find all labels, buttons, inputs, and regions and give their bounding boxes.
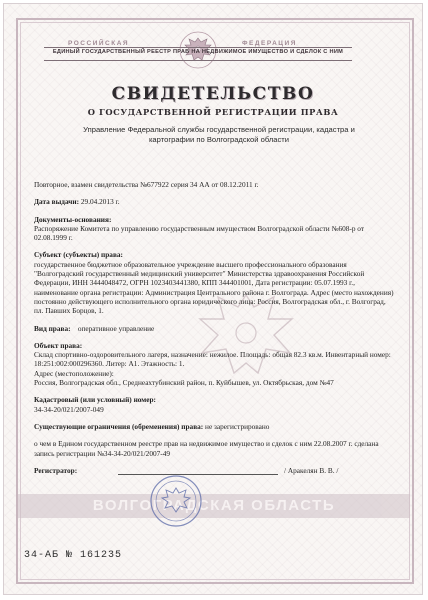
record-note: о чем в Едином государственном реестре прав на недвижимое имущество и сделок с ним 22.08.2007 г. сделана запись регистрации №34-34-20/021/2007-49	[34, 439, 379, 458]
region-band	[18, 494, 410, 518]
banner-right: ФЕДЕРАЦИЯ	[242, 40, 297, 47]
certificate-body	[34, 180, 394, 475]
issuing-authority: Управление Федеральной службы государственной регистрации, кадастра и картографии по Волгоградской области	[83, 125, 355, 144]
subject-value: государственное бюджетное образовательное учреждение высшего профессионального образования "Волгоградский государственный медицинский университет" Министерства здравоохранения Российской Федерации, ИНН 3444048472, ОГРН 1023403441380, КПП 344401001, Дата регистрации: 05.07.1993 г., наименование органа регистрации: Администрация Центрального района г. Волгограда. Адрес (место нахождения) постоянно действующего исполнительного органа юридического лица: Россия, Волгоградская обл., г. Волгоград, пл. Павших Борцов, 1.	[34, 259, 394, 316]
right-type-row	[34, 324, 394, 333]
registrar-name: / Аракелян В. В. /	[284, 465, 339, 475]
region-band-text: ВОЛГОГРАДСКАЯ ОБЛАСТЬ	[92, 497, 336, 514]
cadastral-label: Кадастровый (или условный) номер:	[34, 395, 156, 405]
encumbrance-value: не зарегистрировано	[205, 421, 270, 431]
grounds-label: Документы-основания:	[34, 214, 112, 224]
official-seal-icon	[149, 474, 203, 528]
document-subtitle: О ГОСУДАРСТВЕННОЙ РЕГИСТРАЦИИ ПРАВА	[87, 107, 339, 117]
certificate-sheet	[3, 3, 423, 595]
right-type-label: Вид права:	[34, 323, 71, 333]
banner-left: РОССИЙСКАЯ	[68, 40, 130, 47]
object-value: Склад спортивно-оздоровительного лагеря, назначение: нежилое. Площадь: общая 82.3 кв.м. Инвентарный номер: 18:251:002:000296360. Литер: А1. Этажность: 1.	[34, 350, 391, 369]
registrar-label: Регистратор:	[34, 465, 78, 475]
object-label: Объект права:	[34, 340, 83, 350]
registry-ribbon	[44, 47, 352, 61]
registrar-row	[34, 466, 394, 475]
issue-date-value: 29.04.2013 г.	[80, 197, 120, 207]
right-type-value: оперативное управление	[77, 323, 155, 333]
issue-date-row	[34, 197, 394, 206]
address-label: Адрес (местоположение):	[34, 368, 114, 378]
address-value: Россия, Волгоградская обл., Среднеахтубинский район, п. Куйбышев, ул. Октябрьская, дом №47	[34, 378, 334, 388]
repeat-note: Повторное, взамен свидетельства №677922 серия 34 АА от 08.12.2011 г.	[34, 180, 259, 189]
encumbrance-row	[34, 422, 394, 431]
ribbon-text: ЕДИНЫЙ ГОСУДАРСТВЕННЫЙ РЕЕСТР ПРАВ НА НЕДВИЖИМОЕ ИМУЩЕСТВО И СДЕЛОК С НИМ	[52, 49, 344, 55]
issue-date-label: Дата выдачи:	[34, 197, 80, 207]
form-serial-number: 34-АБ № 161235	[24, 550, 123, 561]
grounds-value: Распоряжение Комитета по управлению государственным имуществом Волгоградской области №608-р от 02.08.1999 г.	[34, 223, 365, 243]
document-title: СВИДЕТЕЛЬСТВО	[111, 84, 315, 104]
subject-label: Субъект (субъекты) права:	[34, 250, 123, 260]
encumbrance-label: Существующие ограничения (обременения) права:	[34, 421, 204, 431]
cadastral-value: 34-34-20/021/2007-049	[34, 404, 104, 414]
